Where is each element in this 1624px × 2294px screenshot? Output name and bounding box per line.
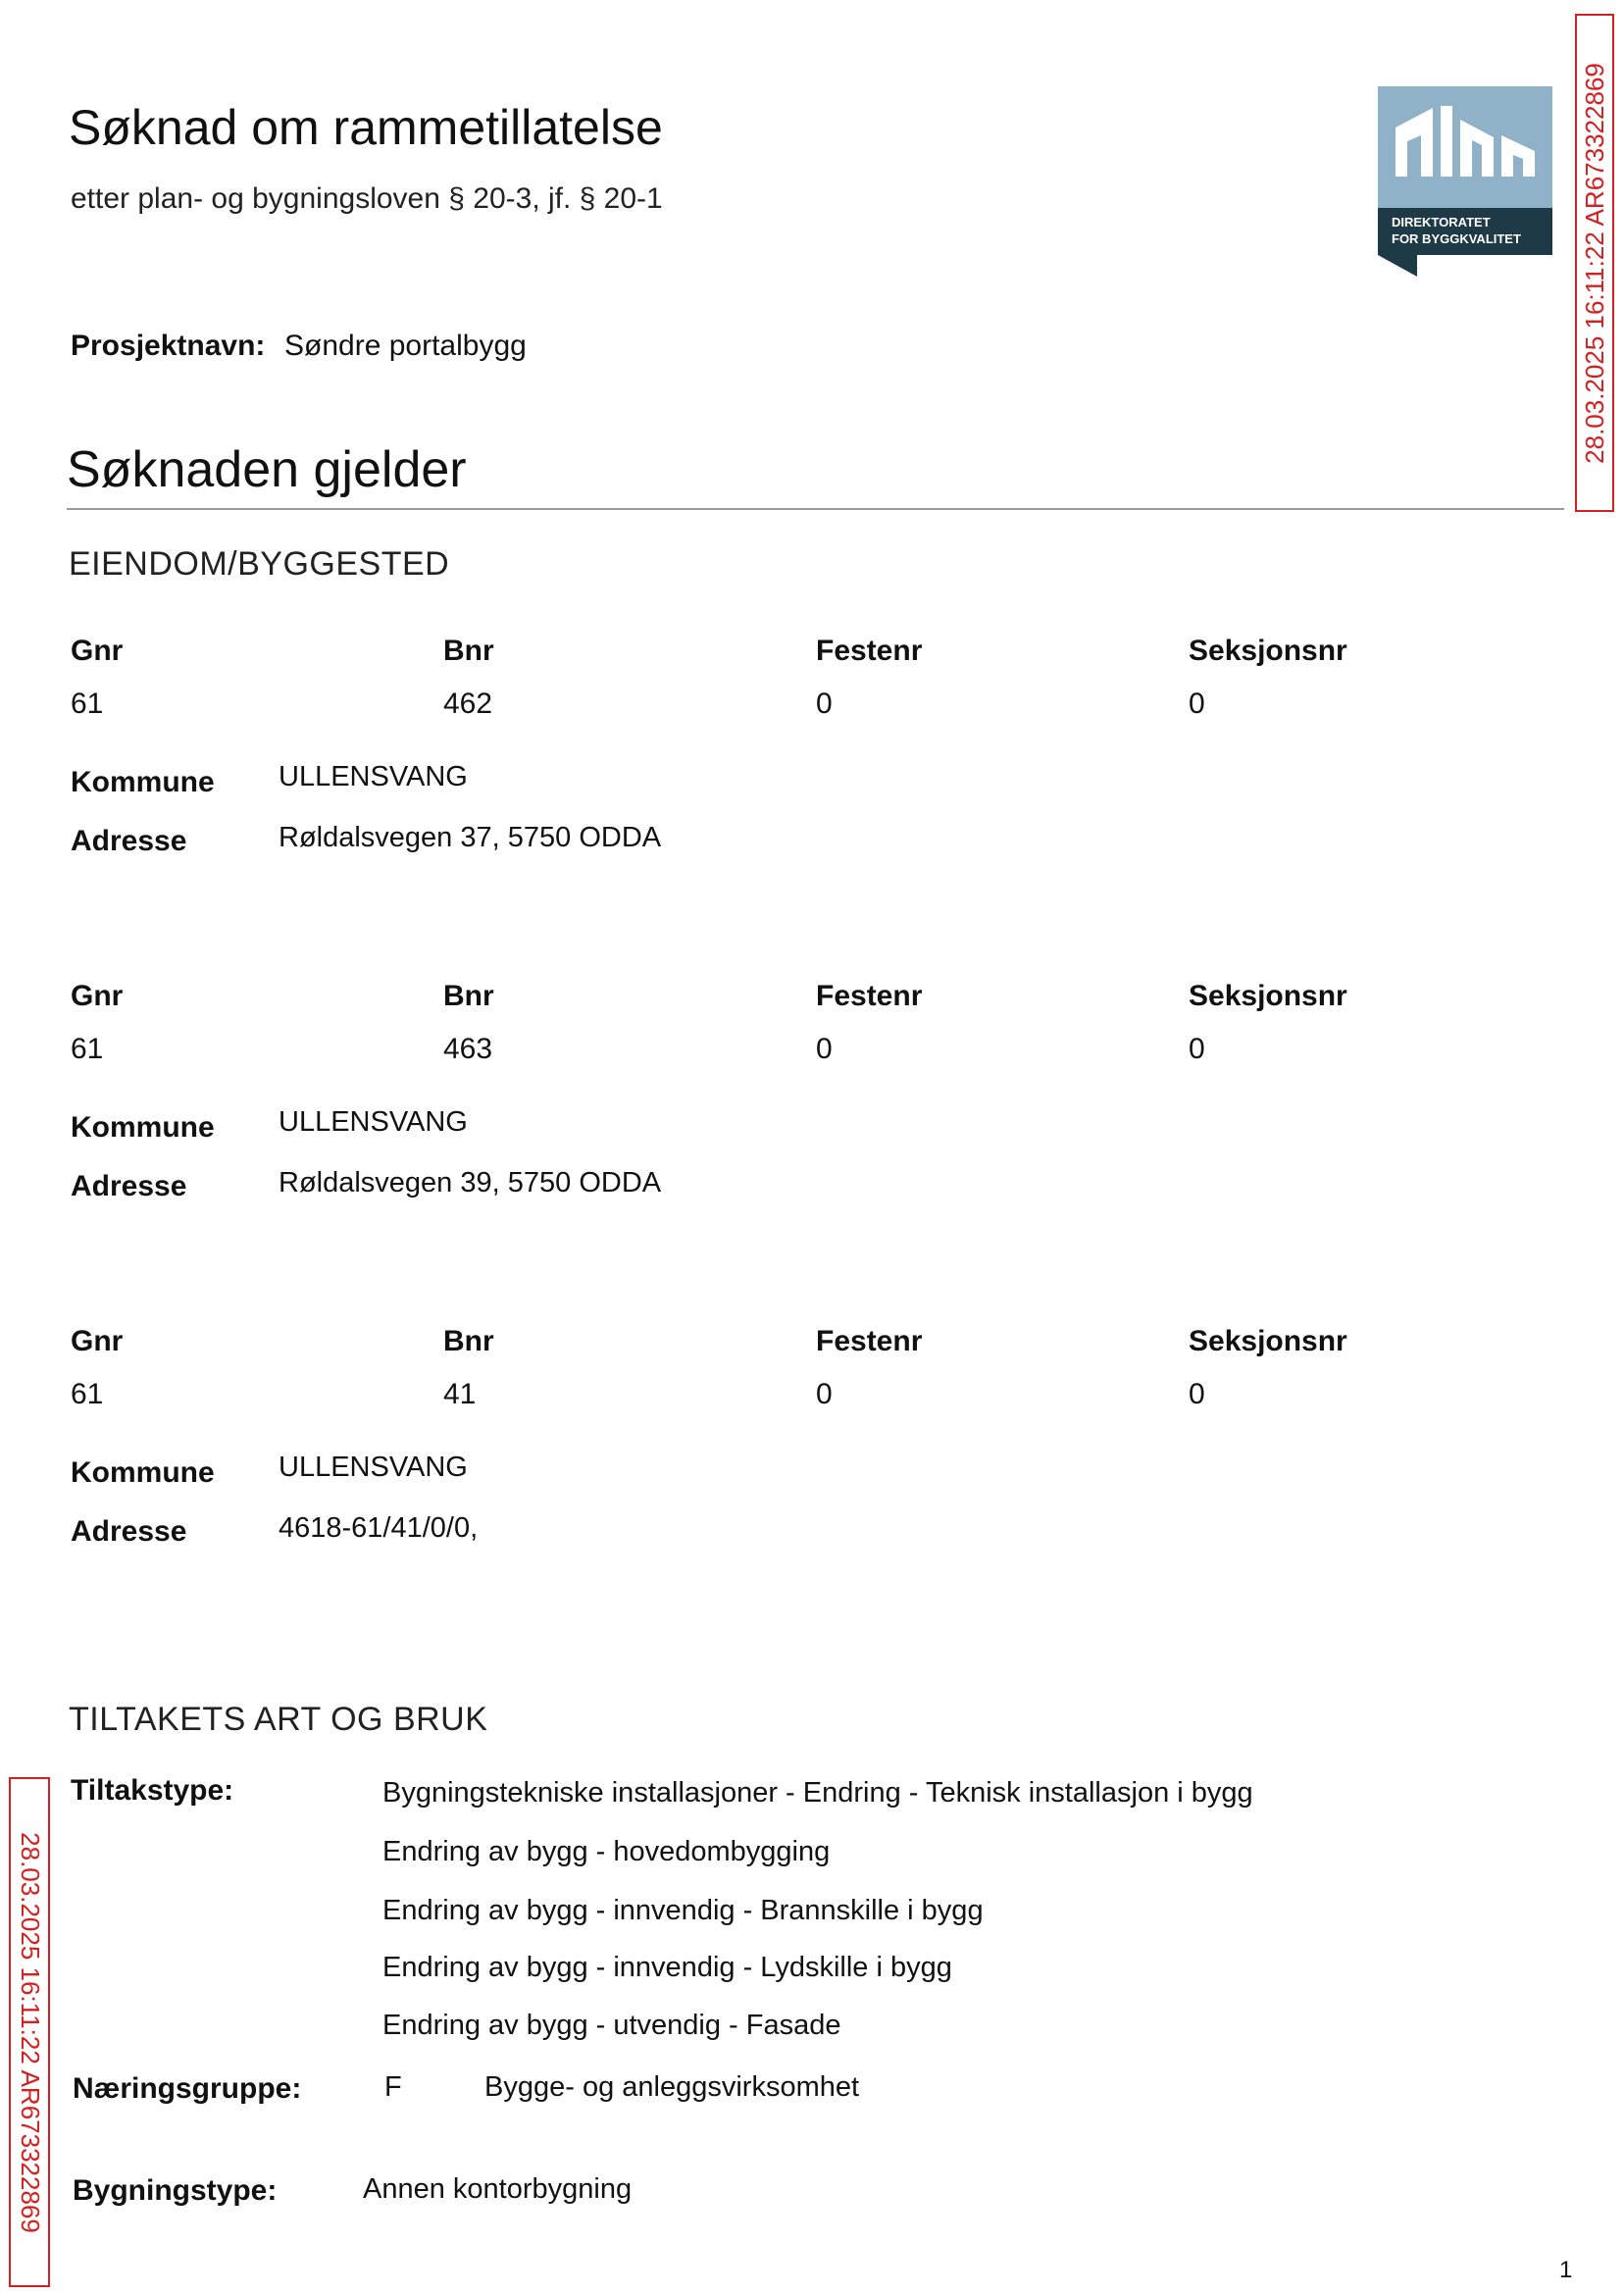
- naeringsgruppe-label: Næringsgruppe:: [73, 2072, 302, 2105]
- naeringsgruppe-code: F: [384, 2071, 402, 2103]
- section-title: Søknaden gjelder: [67, 441, 467, 498]
- header-gnr: Gnr: [71, 1325, 124, 1357]
- header-festenr: Festenr: [816, 1325, 923, 1357]
- header-bnr: Bnr: [443, 980, 494, 1012]
- tiltakstype-value-5: Endring av bygg - utvendig - Fasade: [382, 2010, 841, 2041]
- adresse-label: Adresse: [71, 825, 187, 857]
- value-festenr: 0: [816, 688, 833, 720]
- kommune-value: ULLENSVANG: [279, 1106, 468, 1138]
- tiltakstype-value-2: Endring av bygg - hovedombygging: [382, 1836, 831, 1867]
- header-bnr: Bnr: [443, 635, 494, 667]
- header-seksjonsnr: Seksjonsnr: [1189, 980, 1347, 1012]
- property-heading: EIENDOM/BYGGESTED: [69, 545, 450, 583]
- kommune-label: Kommune: [71, 1111, 215, 1144]
- logo-line-1: DIREKTORATET: [1392, 215, 1491, 229]
- archive-stamp-bottom-text: 28.03.2025 16:11:22 AR673322869: [15, 1831, 45, 2233]
- value-festenr: 0: [816, 1033, 833, 1065]
- value-bnr: 463: [443, 1033, 493, 1065]
- adresse-value: 4618-61/41/0/0,: [279, 1512, 479, 1544]
- value-seksjonsnr: 0: [1189, 1033, 1205, 1065]
- archive-stamp-top: [1575, 14, 1614, 512]
- header-seksjonsnr: Seksjonsnr: [1189, 635, 1347, 667]
- project-label: Prosjektnavn:: [71, 330, 266, 362]
- tiltakstype-value-3: Endring av bygg - innvendig - Brannskille i bygg: [382, 1895, 984, 1926]
- adresse-label: Adresse: [71, 1515, 187, 1548]
- kommune-value: ULLENSVANG: [279, 1452, 468, 1483]
- kommune-value: ULLENSVANG: [279, 761, 468, 792]
- naeringsgruppe-value: Bygge- og anleggsvirksomhet: [484, 2071, 860, 2103]
- kommune-label: Kommune: [71, 766, 215, 798]
- header-festenr: Festenr: [816, 980, 923, 1012]
- value-festenr: 0: [816, 1378, 833, 1410]
- header-seksjonsnr: Seksjonsnr: [1189, 1325, 1347, 1357]
- section-divider: [67, 508, 1564, 510]
- bygningstype-value: Annen kontorbygning: [363, 2173, 633, 2205]
- header-gnr: Gnr: [71, 980, 124, 1012]
- bygningstype-label: Bygningstype:: [73, 2174, 278, 2207]
- header-gnr: Gnr: [71, 635, 124, 667]
- header-festenr: Festenr: [816, 635, 923, 667]
- value-bnr: 462: [443, 688, 493, 720]
- logo-line-2: FOR BYGGKVALITET: [1392, 231, 1521, 246]
- document-subtitle: etter plan- og bygningsloven § 20-3, jf. § 20-1: [71, 182, 663, 215]
- value-gnr: 61: [71, 1378, 104, 1410]
- document-title: Søknad om rammetillatelse: [69, 100, 663, 155]
- adresse-label: Adresse: [71, 1170, 187, 1202]
- kommune-label: Kommune: [71, 1456, 215, 1489]
- tiltakstype-label: Tiltakstype:: [71, 1774, 234, 1807]
- archive-stamp-top-text: 28.03.2025 16:11:22 AR673322869: [1579, 62, 1609, 464]
- value-seksjonsnr: 0: [1189, 688, 1205, 720]
- archive-stamp-bottom: [9, 1777, 50, 2287]
- value-gnr: 61: [71, 1033, 104, 1065]
- adresse-value: Røldalsvegen 39, 5750 ODDA: [279, 1167, 662, 1198]
- value-gnr: 61: [71, 688, 104, 720]
- tiltakstype-value-4: Endring av bygg - innvendig - Lydskille i bygg: [382, 1952, 952, 1983]
- value-seksjonsnr: 0: [1189, 1378, 1205, 1410]
- project-value: Søndre portalbygg: [284, 330, 527, 362]
- dibk-logo: [1378, 86, 1552, 277]
- page-number: 1: [1559, 2257, 1573, 2283]
- adresse-value: Røldalsvegen 37, 5750 ODDA: [279, 822, 662, 853]
- measure-heading: TILTAKETS ART OG BRUK: [69, 1701, 488, 1738]
- header-bnr: Bnr: [443, 1325, 494, 1357]
- value-bnr: 41: [443, 1378, 477, 1410]
- tiltakstype-value-1: Bygningstekniske installasjoner - Endring - Teknisk installasjon i bygg: [382, 1777, 1253, 1809]
